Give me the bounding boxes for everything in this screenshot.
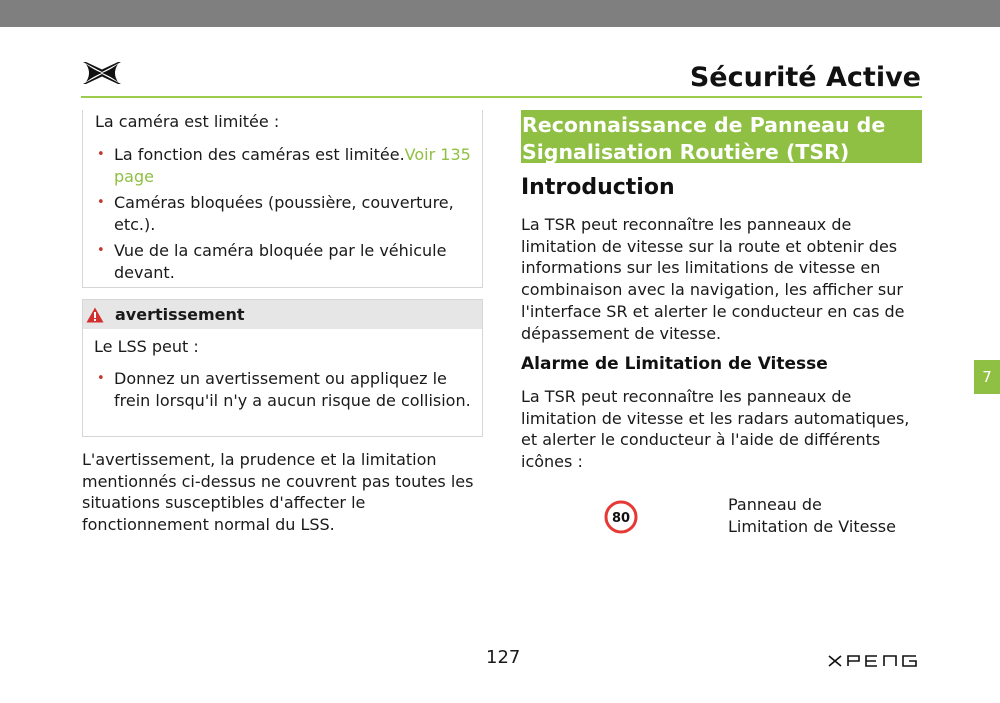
- xpeng-wordmark-logo: [828, 654, 923, 668]
- camera-intro: La caméra est limitée :: [95, 112, 280, 131]
- warning-intro: Le LSS peut :: [94, 337, 199, 356]
- list-item: [95, 240, 475, 283]
- introduction-paragraph: La TSR peut reconnaître les panneaux de limitation de vitesse sur la route et obtenir des informations sur les limitations de vitesse en combinaison avec la navigation, les afficher sur l'interface SR et alerter le conducteur en cas de dépassement de vitesse.: [521, 215, 905, 343]
- warning-triangle-icon: [86, 307, 104, 323]
- warning-header: [83, 300, 482, 329]
- tsr-section-banner: [521, 110, 922, 163]
- list-item: [95, 144, 475, 187]
- warning-box: [82, 299, 483, 437]
- closing-paragraph: L'avertissement, la prudence et la limitation mentionnés ci-dessus ne couvrent pas toutes les situations susceptibles d'affecter le fonctionnement normal du LSS.: [82, 450, 474, 535]
- warning-title: avertissement: [115, 305, 245, 324]
- top-bar: [0, 0, 1000, 27]
- section-title: Sécurité Active: [689, 62, 921, 93]
- chapter-tab[interactable]: 7: [974, 360, 1000, 394]
- camera-bullet-list: [95, 144, 475, 288]
- warning-bullet-list: [95, 368, 475, 416]
- speed-limit-value: 80: [611, 511, 631, 526]
- page-reference-link[interactable]: Voir 135 page: [114, 145, 471, 186]
- xpeng-x-logo-icon: [82, 58, 122, 88]
- bullet-text: Caméras bloquées (poussière, couverture, etc.).: [114, 193, 454, 234]
- banner-line-2: Signalisation Routière (TSR): [522, 140, 850, 164]
- banner-line-1: Reconnaissance de Panneau de: [522, 113, 886, 137]
- bullet-text: La fonction des caméras est limitée.: [114, 145, 405, 164]
- alarm-paragraph: La TSR peut reconnaître les panneaux de limitation de vitesse et les radars automatiques, et alerter le conducteur à l'aide de différents icônes :: [521, 387, 910, 472]
- sign-label-line-1: Panneau de: [728, 495, 822, 514]
- bullet-text: Donnez un avertissement ou appliquez le frein lorsqu'il n'y a aucun risque de collision.: [114, 369, 471, 410]
- camera-limitations-box: [82, 110, 483, 288]
- speed-limit-sign-label: [728, 494, 896, 538]
- page-number: 127: [486, 647, 521, 668]
- alarm-heading: Alarme de Limitation de Vitesse: [521, 354, 828, 374]
- header-rule: [81, 96, 922, 98]
- sign-label-line-2: Limitation de Vitesse: [728, 517, 896, 536]
- introduction-heading: Introduction: [521, 175, 675, 200]
- list-item: [95, 368, 475, 411]
- speed-limit-sign-icon: [604, 500, 638, 534]
- list-item: [95, 192, 475, 235]
- bullet-text: Vue de la caméra bloquée par le véhicule devant.: [114, 241, 447, 282]
